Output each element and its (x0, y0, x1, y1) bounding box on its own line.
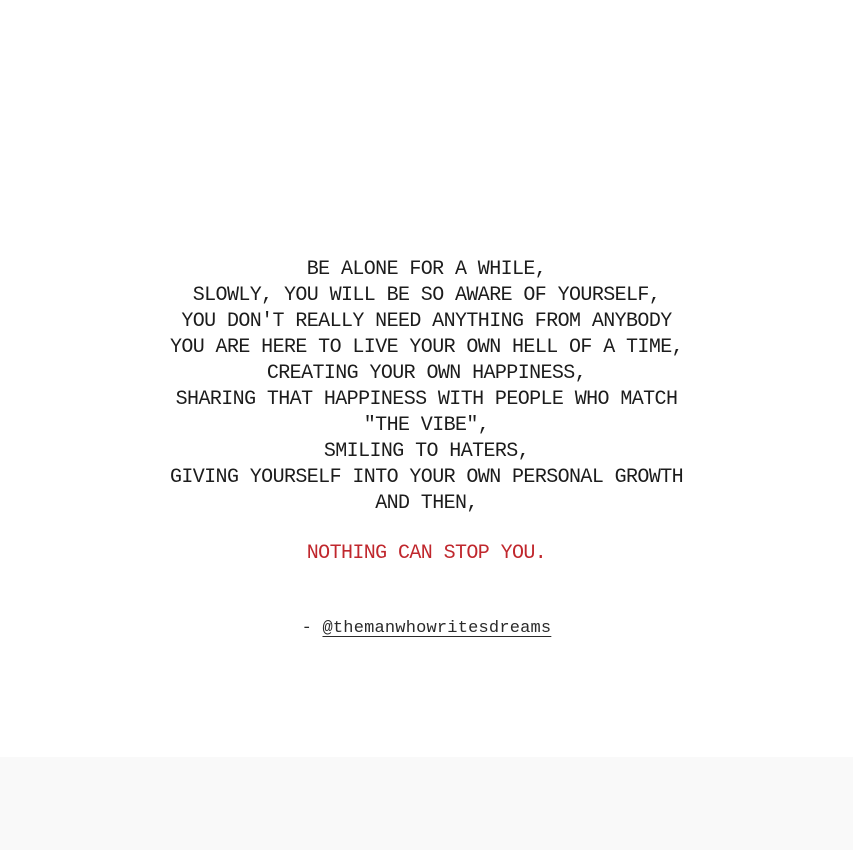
quote-line: SHARING THAT HAPPINESS WITH PEOPLE WHO MATCH (175, 388, 678, 411)
author-signature (0, 617, 853, 641)
quote-line: SLOWLY, YOU WILL BE SO AWARE OF YOURSELF, (192, 284, 661, 307)
quote-line: YOU DON'T REALLY NEED ANYTHING FROM ANYBODY (181, 310, 672, 333)
signature-dash: - (301, 619, 323, 638)
quote-line: SMILING TO HATERS, (323, 440, 530, 463)
quote-text (0, 257, 853, 517)
author-handle[interactable]: @themanwhowritesdreams (322, 619, 552, 638)
quote-line: "THE VIBE", (363, 414, 490, 437)
quote-punchline: NOTHING CAN STOP YOU. (306, 542, 547, 565)
quote-line: AND THEN, (375, 492, 478, 515)
quote-line: YOU ARE HERE TO LIVE YOUR OWN HELL OF A TIME, (169, 336, 684, 359)
quote-line: CREATING YOUR OWN HAPPINESS, (266, 362, 587, 385)
quote-line: BE ALONE FOR A WHILE, (306, 258, 547, 281)
bottom-band (0, 757, 853, 850)
quote-line: GIVING YOURSELF INTO YOUR OWN PERSONAL GROWTH (169, 466, 684, 489)
